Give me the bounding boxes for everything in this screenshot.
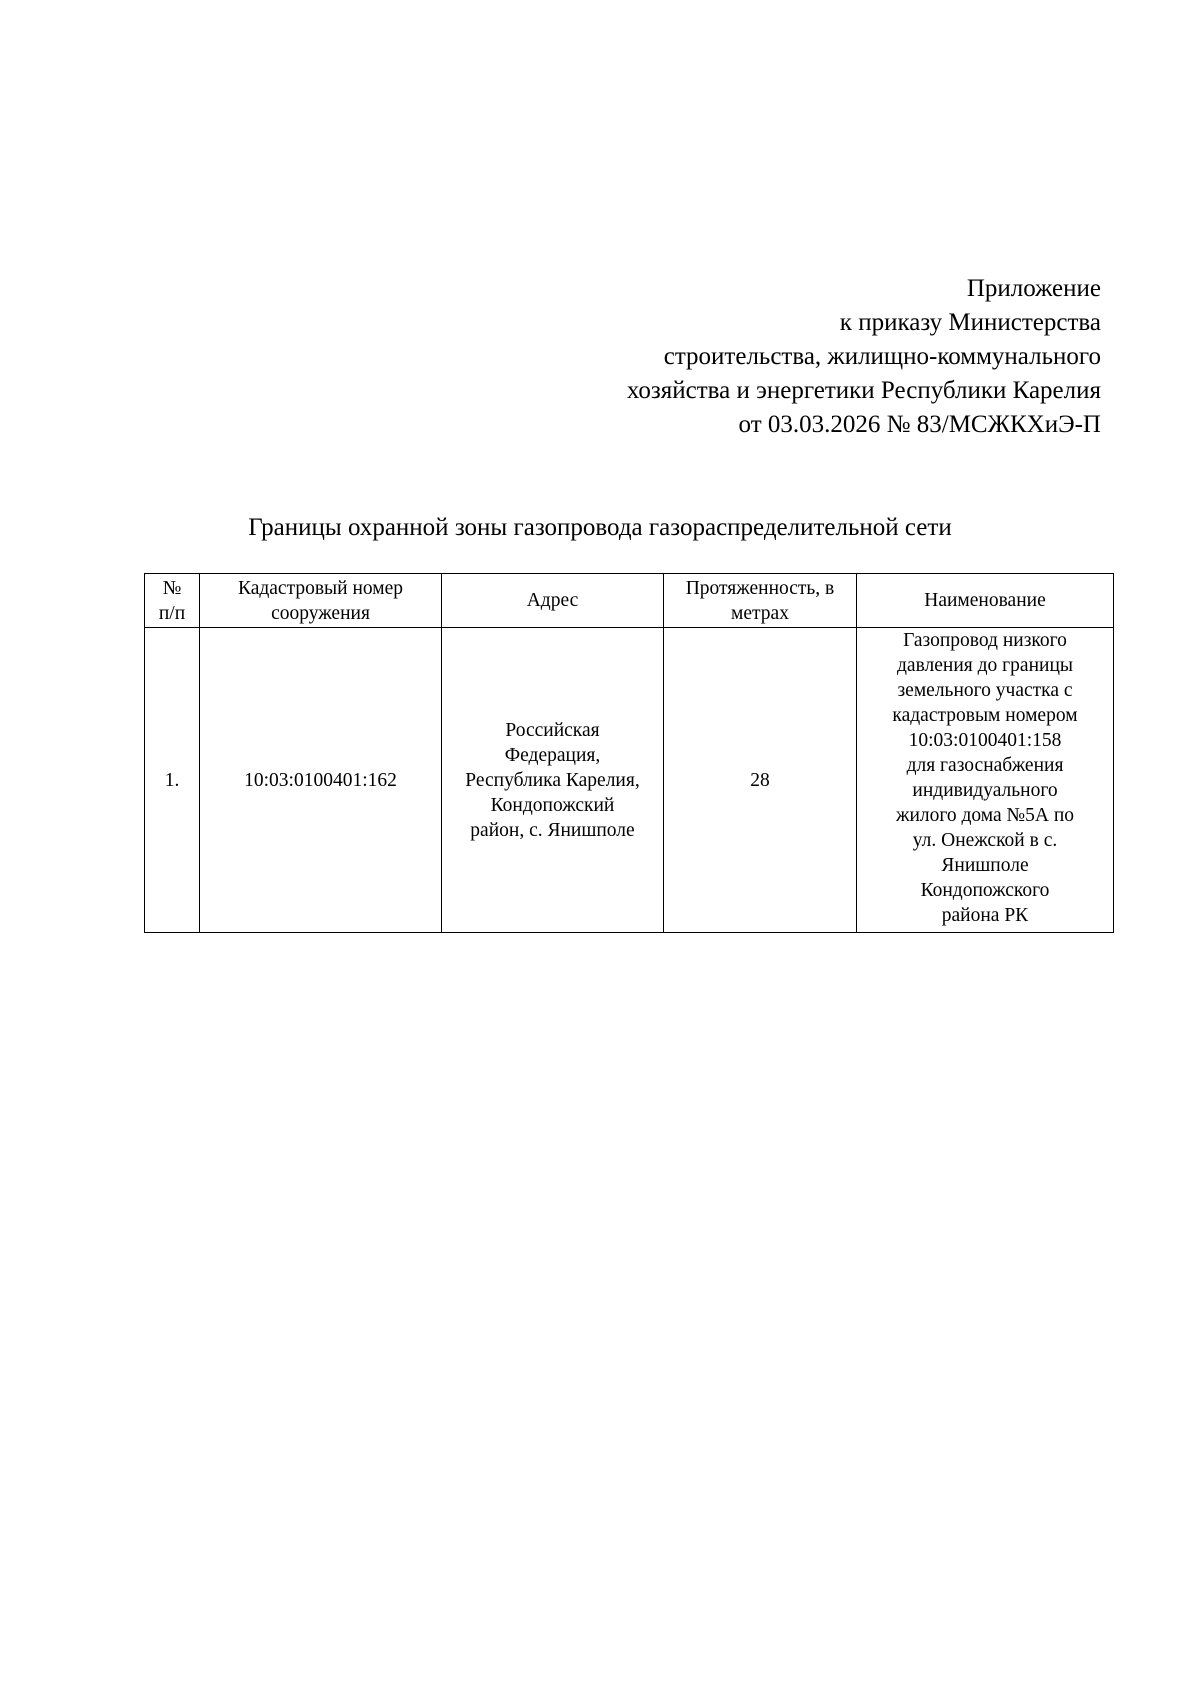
name-line: земельного участка с [897, 680, 1073, 701]
name-line: для газоснабжения [906, 755, 1064, 776]
row-name [857, 628, 1114, 933]
appendix-order-number: от 03.03.2026 № 83/МСЖКХиЭ-П [738, 411, 1101, 438]
row-number: 1. [145, 628, 200, 933]
name-line: района РК [941, 905, 1029, 926]
appendix-line: к приказу Министерства [839, 309, 1101, 336]
name-line: ул. Онежской в с. [912, 830, 1058, 851]
table-header-row [145, 574, 1114, 628]
header-length-line: Протяженность, в [685, 577, 835, 599]
header-cadastral-line: Кадастровый номер [237, 577, 404, 599]
document-title: Границы охранной зоны газопровода газораспределительной сети [248, 514, 952, 541]
name-line: жилого дома №5А по [895, 805, 1075, 826]
header-cadastral-number [200, 574, 442, 628]
name-line: Газопровод низкого [903, 630, 1067, 651]
appendix-header [401, 272, 1101, 442]
appendix-line: хозяйства и энергетики Республики Карелия [626, 377, 1101, 404]
header-length [664, 574, 857, 628]
address-line: Российская [505, 719, 600, 741]
row-cadastral-number: 10:03:0100401:162 [200, 628, 442, 933]
name-line: Кондопожского [920, 880, 1050, 901]
address-line: Кондопожский [490, 794, 615, 816]
header-name-line: Наименование [924, 590, 1046, 611]
header-length-line: метрах [731, 602, 789, 624]
name-line: 10:03:0100401:158 [908, 730, 1062, 751]
appendix-line: строительства, жилищно-коммунального [663, 343, 1101, 370]
name-line: индивидуального [912, 780, 1058, 801]
name-line: кадастровым номером [892, 705, 1078, 726]
address-line: Федерация, [504, 744, 601, 766]
address-line: район, с. Янишполе [470, 819, 635, 841]
table-row [145, 628, 1114, 933]
address-line: Республика Карелия, [465, 769, 640, 791]
protection-zone-table [144, 573, 1114, 933]
name-line: давления до границы [897, 655, 1073, 676]
row-address [442, 628, 664, 933]
name-line: Янишполе [941, 855, 1029, 876]
header-address [442, 574, 664, 628]
header-number-line: п/п [158, 602, 186, 624]
row-length: 28 [664, 628, 857, 933]
header-address-line: Адрес [526, 590, 579, 611]
header-cadastral-line: сооружения [271, 602, 370, 624]
header-number-line: № [162, 577, 182, 599]
header-number [145, 574, 200, 628]
appendix-line: Приложение [966, 275, 1101, 302]
header-name [857, 574, 1114, 628]
